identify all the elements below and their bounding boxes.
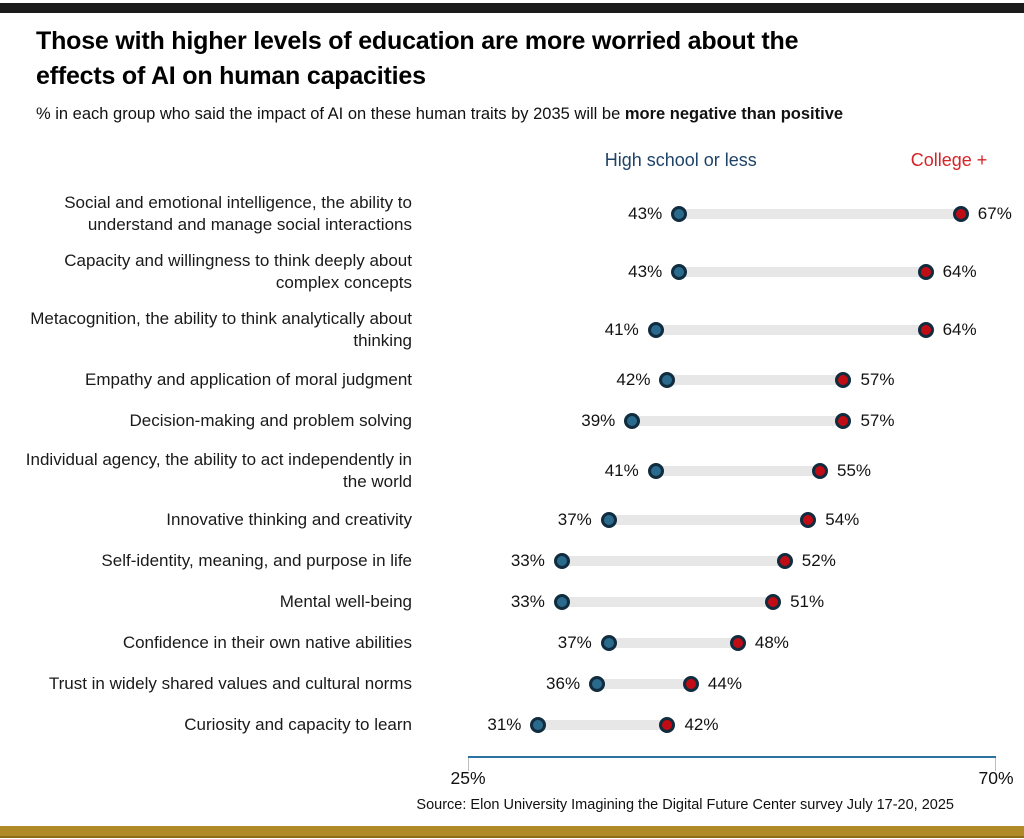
college-dot (835, 413, 851, 429)
value-high-school: 43% (628, 204, 663, 224)
row-label: Self-identity, meaning, and purpose in life (101, 551, 412, 571)
value-high-school: 42% (616, 370, 651, 390)
college-dot (953, 206, 969, 222)
row-label: Capacity and willingness to think deeply about complex concepts (64, 251, 412, 293)
top-border-bar (0, 3, 1024, 13)
value-college: 55% (837, 460, 872, 480)
high-school-dot (671, 264, 687, 280)
high-school-dot (659, 372, 675, 388)
value-high-school: 36% (546, 674, 581, 694)
connector-bar (597, 679, 691, 689)
high-school-dot (624, 413, 640, 429)
source-note: Source: Elon University Imagining the Digital Future Center survey July 17-20, 2025 (416, 797, 954, 813)
value-high-school: 31% (487, 715, 522, 735)
connector-bar (609, 638, 738, 648)
page-title (36, 24, 916, 94)
chart-row (0, 301, 1024, 359)
chart-row (0, 360, 1024, 401)
value-college: 57% (860, 370, 895, 390)
dumbbell-plot (468, 505, 996, 535)
value-high-school: 33% (510, 551, 545, 571)
value-college: 44% (707, 674, 742, 694)
title-line-2: effects of AI on human capacities (36, 62, 426, 90)
college-dot (730, 635, 746, 651)
chart-row (0, 243, 1024, 301)
dumbbell-plot (468, 628, 996, 658)
connector-bar (562, 556, 785, 566)
connector-bar (656, 325, 926, 335)
value-high-school: 39% (581, 411, 616, 431)
connector-bar (632, 416, 843, 426)
dumbbell-plot (468, 587, 996, 617)
subtitle-bold-text: more negative than positive (624, 105, 844, 123)
row-label: Confidence in their own native abilities (122, 633, 412, 653)
row-label: Empathy and application of moral judgment (85, 370, 412, 390)
college-dot (777, 553, 793, 569)
chart-row (0, 623, 1024, 664)
value-college: 64% (942, 262, 977, 282)
value-college: 51% (790, 592, 825, 612)
row-label: Mental well-being (279, 592, 412, 612)
chart-row (0, 185, 1024, 243)
x-axis (450, 756, 1014, 788)
chart-row (0, 442, 1024, 500)
axis-max-label: 70% (978, 768, 1014, 788)
value-college: 57% (860, 411, 895, 431)
high-school-dot (589, 676, 605, 692)
value-college: 48% (754, 633, 789, 653)
chart-rows (0, 185, 1024, 746)
dumbbell-plot (468, 406, 996, 436)
dumbbell-plot (468, 456, 996, 486)
college-dot (918, 264, 934, 280)
value-high-school: 33% (510, 592, 545, 612)
legend-high-school: High school or less (604, 150, 757, 170)
dumbbell-plot (468, 315, 996, 345)
dumbbell-plot (468, 199, 1012, 229)
dumbbell-plot (468, 365, 996, 395)
row-label: Curiosity and capacity to learn (184, 715, 412, 735)
chart-subtitle (36, 105, 996, 124)
chart-row (0, 401, 1024, 442)
high-school-dot (648, 463, 664, 479)
college-dot (659, 717, 675, 733)
value-high-school: 41% (604, 460, 639, 480)
row-label: Social and emotional intelligence, the ability to understand and manage social interactions (64, 193, 412, 235)
high-school-dot (648, 322, 664, 338)
high-school-dot (671, 206, 687, 222)
chart-row (0, 664, 1024, 705)
connector-bar (679, 267, 925, 277)
row-label: Trust in widely shared values and cultural norms (48, 674, 412, 694)
value-high-school: 37% (557, 510, 592, 530)
row-label: Innovative thinking and creativity (166, 510, 412, 530)
value-college: 42% (684, 715, 719, 735)
row-label: Individual agency, the ability to act independently in the world (25, 449, 412, 491)
college-dot (835, 372, 851, 388)
value-college: 54% (825, 510, 860, 530)
connector-bar (538, 720, 667, 730)
value-college: 64% (942, 320, 977, 340)
college-dot (800, 512, 816, 528)
dumbbell-plot (468, 257, 996, 287)
bottom-accent-bar (0, 826, 1024, 838)
high-school-dot (601, 512, 617, 528)
row-label: Decision-making and problem solving (129, 411, 412, 431)
dumbbell-plot (468, 546, 996, 576)
high-school-dot (554, 594, 570, 610)
connector-bar (656, 466, 820, 476)
chart-legend (468, 150, 996, 172)
title-line-1: Those with higher levels of education are more worried about the (36, 27, 799, 55)
high-school-dot (601, 635, 617, 651)
chart-row (0, 582, 1024, 623)
value-high-school: 41% (604, 320, 639, 340)
college-dot (683, 676, 699, 692)
chart-row (0, 500, 1024, 541)
value-high-school: 37% (557, 633, 592, 653)
chart-row (0, 705, 1024, 746)
value-college: 67% (977, 204, 1012, 224)
value-high-school: 43% (628, 262, 663, 282)
chart-row (0, 541, 1024, 582)
high-school-dot (554, 553, 570, 569)
college-dot (765, 594, 781, 610)
value-college: 52% (801, 551, 836, 571)
legend-college: College + (910, 150, 988, 170)
college-dot (812, 463, 828, 479)
subtitle-text: % in each group who said the impact of AI on these human traits by 2035 will be (36, 105, 625, 123)
college-dot (918, 322, 934, 338)
connector-bar (667, 375, 843, 385)
dumbbell-plot (468, 669, 996, 699)
row-label: Metacognition, the ability to think analytically about thinking (30, 309, 412, 351)
connector-bar (609, 515, 808, 525)
connector-bar (679, 209, 961, 219)
high-school-dot (530, 717, 546, 733)
connector-bar (562, 597, 773, 607)
dumbbell-plot (468, 710, 996, 740)
axis-min-label: 25% (450, 768, 486, 788)
